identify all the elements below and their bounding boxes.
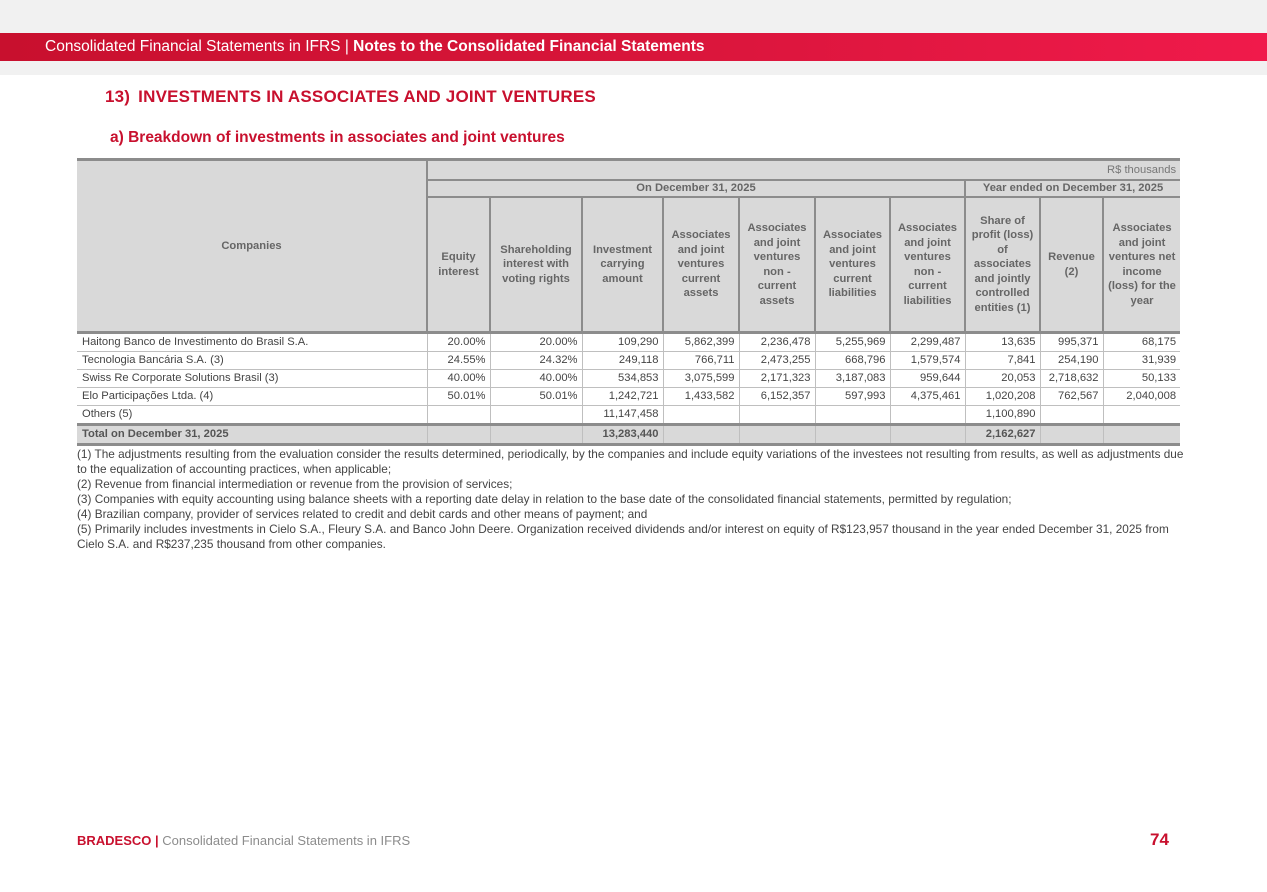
period-header-right: Year ended on December 31, 2025 <box>965 180 1180 197</box>
table-row <box>77 370 1180 388</box>
period-header-left: On December 31, 2025 <box>427 180 965 197</box>
section-heading <box>105 87 596 107</box>
value-cell: 1,242,721 <box>582 388 663 406</box>
value-cell: 534,853 <box>582 370 663 388</box>
value-cell: 2,236,478 <box>739 333 815 352</box>
value-cell: 24.55% <box>427 352 490 370</box>
value-cell <box>490 406 582 425</box>
value-cell: 762,567 <box>1040 388 1103 406</box>
total-row <box>77 425 1180 445</box>
value-cell <box>663 406 739 425</box>
column-header: Associates and joint ventures non - current assets <box>739 197 815 333</box>
footer-doc-title: Consolidated Financial Statements in IFRS <box>162 833 411 848</box>
column-header: Investment carrying amount <box>582 197 663 333</box>
value-cell: 13,283,440 <box>582 425 663 445</box>
value-cell: 24.32% <box>490 352 582 370</box>
footnote: (1) The adjustments resulting from the evaluation consider the results determined, periodically, by the companies and include equity variations of the investees not resulting from results, as well as adjustments due to the equalization of accounting practices, when applicable; <box>77 447 1184 476</box>
value-cell: 68,175 <box>1103 333 1180 352</box>
value-cell: 254,190 <box>1040 352 1103 370</box>
value-cell: 2,473,255 <box>739 352 815 370</box>
subsection-heading: a) Breakdown of investments in associates and joint ventures <box>110 129 565 146</box>
company-name-cell: Tecnologia Bancária S.A. (3) <box>77 352 427 370</box>
value-cell: 249,118 <box>582 352 663 370</box>
value-cell: 2,299,487 <box>890 333 965 352</box>
value-cell: 5,255,969 <box>815 333 890 352</box>
banner-separator: | <box>344 38 349 55</box>
value-cell: 40.00% <box>490 370 582 388</box>
banner-doc-title: Consolidated Financial Statements in IFRS <box>45 38 341 55</box>
value-cell: 13,635 <box>965 333 1040 352</box>
value-cell: 4,375,461 <box>890 388 965 406</box>
value-cell <box>1040 406 1103 425</box>
column-header: Share of profit (loss) of associates and jointly controlled entities (1) <box>965 197 1040 333</box>
value-cell: 2,040,008 <box>1103 388 1180 406</box>
value-cell: 20.00% <box>490 333 582 352</box>
column-header: Associates and joint ventures non - current liabilities <box>890 197 965 333</box>
footer-brand: BRADESCO <box>77 833 152 848</box>
value-cell: 31,939 <box>1103 352 1180 370</box>
company-name-cell: Haitong Banco de Investimento do Brasil S.A. <box>77 333 427 352</box>
investments-table <box>77 158 1180 446</box>
company-name-cell: Total on December 31, 2025 <box>77 425 427 445</box>
value-cell <box>427 425 490 445</box>
top-band <box>0 0 1267 33</box>
column-header: Associates and joint ventures current liabilities <box>815 197 890 333</box>
value-cell: 668,796 <box>815 352 890 370</box>
value-cell: 50.01% <box>427 388 490 406</box>
value-cell: 50,133 <box>1103 370 1180 388</box>
value-cell: 1,020,208 <box>965 388 1040 406</box>
section-number: 13) <box>105 87 131 106</box>
value-cell <box>890 406 965 425</box>
footnote: (4) Brazilian company, provider of services related to credit and debit cards and other means of payment; and <box>77 507 648 521</box>
value-cell: 109,290 <box>582 333 663 352</box>
table-row <box>77 406 1180 425</box>
value-cell: 1,579,574 <box>890 352 965 370</box>
value-cell: 2,718,632 <box>1040 370 1103 388</box>
section-title: INVESTMENTS IN ASSOCIATES AND JOINT VENTURES <box>138 87 596 106</box>
column-header: Associates and joint ventures current assets <box>663 197 739 333</box>
value-cell <box>490 425 582 445</box>
table-row <box>77 333 1180 352</box>
value-cell <box>1103 425 1180 445</box>
value-cell: 3,187,083 <box>815 370 890 388</box>
column-header: Revenue (2) <box>1040 197 1103 333</box>
value-cell: 1,433,582 <box>663 388 739 406</box>
companies-header: Companies <box>77 160 427 333</box>
value-cell: 7,841 <box>965 352 1040 370</box>
footnote: (2) Revenue from financial intermediation or revenue from the provision of services; <box>77 477 513 491</box>
column-header: Shareholding interest with voting rights <box>490 197 582 333</box>
value-cell <box>815 406 890 425</box>
column-header: Associates and joint ventures net income (loss) for the year <box>1103 197 1180 333</box>
value-cell <box>739 425 815 445</box>
column-header: Equity interest <box>427 197 490 333</box>
company-name-cell: Others (5) <box>77 406 427 425</box>
table-row <box>77 388 1180 406</box>
value-cell: 597,993 <box>815 388 890 406</box>
units-label: R$ thousands <box>427 160 1180 181</box>
value-cell: 2,171,323 <box>739 370 815 388</box>
page-footer <box>77 833 410 848</box>
value-cell: 995,371 <box>1040 333 1103 352</box>
value-cell: 2,162,627 <box>965 425 1040 445</box>
footnote: (3) Companies with equity accounting using balance sheets with a reporting date delay in relation to the base date of the consolidated financial statements, permitted by regulation; <box>77 492 1012 506</box>
company-name-cell: Elo Participações Ltda. (4) <box>77 388 427 406</box>
banner-text <box>45 38 705 56</box>
value-cell: 1,100,890 <box>965 406 1040 425</box>
value-cell <box>427 406 490 425</box>
value-cell: 20,053 <box>965 370 1040 388</box>
table-row <box>77 352 1180 370</box>
value-cell <box>739 406 815 425</box>
value-cell <box>663 425 739 445</box>
company-name-cell: Swiss Re Corporate Solutions Brasil (3) <box>77 370 427 388</box>
value-cell: 959,644 <box>890 370 965 388</box>
value-cell: 20.00% <box>427 333 490 352</box>
value-cell: 40.00% <box>427 370 490 388</box>
footnote: (5) Primarily includes investments in Cielo S.A., Fleury S.A. and Banco John Deere. Organization received dividends and/or interest on equity of R$123,957 thousand in the year ended December 31, 2025 from Cielo S.A. and R$237,235 thousand from other companies. <box>77 522 1169 551</box>
value-cell <box>1040 425 1103 445</box>
value-cell <box>890 425 965 445</box>
value-cell <box>815 425 890 445</box>
value-cell: 3,075,599 <box>663 370 739 388</box>
banner-section-title: Notes to the Consolidated Financial Statements <box>353 38 705 55</box>
footer-separator: | <box>155 833 159 848</box>
banner-underlay <box>0 61 1267 75</box>
value-cell: 766,711 <box>663 352 739 370</box>
page-number: 74 <box>1150 830 1169 849</box>
value-cell: 5,862,399 <box>663 333 739 352</box>
value-cell <box>1103 406 1180 425</box>
value-cell: 11,147,458 <box>582 406 663 425</box>
value-cell: 6,152,357 <box>739 388 815 406</box>
footnotes <box>77 447 1185 552</box>
value-cell: 50.01% <box>490 388 582 406</box>
